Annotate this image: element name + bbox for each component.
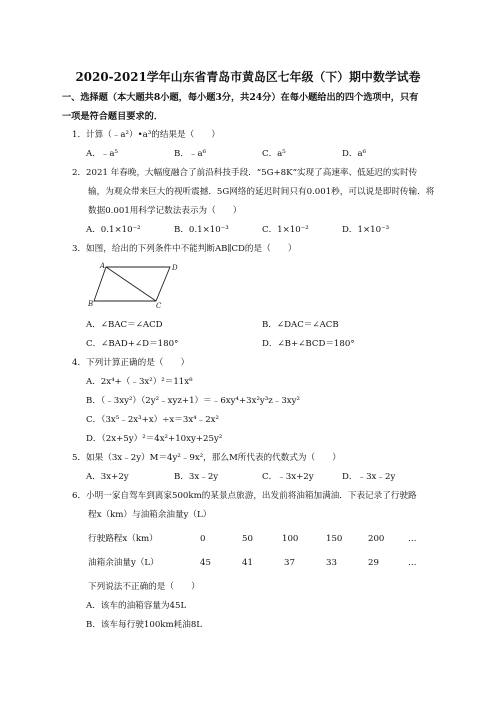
q6-row1-cell: 0 — [200, 534, 206, 544]
q3-label-b: B — [88, 300, 94, 308]
q3-option-b: B．∠DAC＝∠ACB — [262, 320, 339, 330]
q1-option-b: B．﹣a⁶ — [174, 149, 207, 159]
q6-row2-label: 油箱余油量y（L） — [88, 558, 159, 568]
q3-label-a: A — [100, 262, 106, 270]
q6-row1-cell: 50 — [242, 534, 253, 544]
q6-stem-line-2: 程x（km）与油箱余油量y（L） — [88, 510, 212, 520]
q2-option-d: D．1×10⁻³ — [342, 225, 390, 235]
q3-label-d: D — [172, 264, 178, 272]
q6-stem-line-1: 6．小明一家自驾车到离家500km的某景点旅游，出发前将油箱加满油．下表记录了行驶路 — [72, 491, 417, 501]
q2-option-c: C．1×10⁻² — [262, 225, 309, 235]
q4-stem: 4．下列计算正确的是（ ） — [72, 358, 190, 368]
q6-option-a: A．该车的油箱容量为45L — [86, 601, 187, 611]
q6-row2-cell: 33 — [326, 558, 337, 568]
q5-stem: 5．如果（3x﹣2y）M＝4y²﹣9x²，那么M所代表的代数式为（ ） — [72, 453, 341, 463]
q6-row1-cell: 100 — [282, 534, 299, 544]
q3-stem: 3．如图，给出的下列条件中不能判断AB∥CD的是（ ） — [72, 244, 297, 254]
q6-row2-cell: 45 — [200, 558, 211, 568]
q4-option-c: C．（3x⁵﹣2x³+x）÷x＝3x⁴﹣2x² — [86, 415, 219, 425]
q1-option-d: D．a⁶ — [342, 149, 367, 159]
q1-stem: 1．计算（﹣a²）•a³的结果是（ ） — [72, 130, 220, 140]
section-header-line-2: 一项是符合题目要求的． — [62, 111, 164, 122]
q2-stem-line-1: 2．2021 年春晚，大幅度融合了前沿科技手段．“5G+8K”实现了高速率、低延迟的实时传 — [72, 168, 418, 178]
q6-row2-cell: 41 — [242, 558, 253, 568]
q2-option-b: B．0.1×10⁻³ — [174, 225, 229, 235]
q5-option-d: D．﹣3x﹣2y — [342, 472, 396, 482]
q4-option-a: A．2x⁴+（﹣3x²）²＝11x⁸ — [86, 377, 193, 387]
q6-row1-cell: 200 — [368, 534, 385, 544]
exam-title: 2020-2021学年山东省青岛市黄岛区七年级（下）期中数学试卷 — [75, 70, 421, 84]
q5-option-b: B．3x﹣2y — [174, 472, 219, 482]
q6-row1-label: 行驶路程x（km） — [88, 534, 158, 544]
q5-option-c: C．﹣3x+2y — [262, 472, 314, 482]
q4-option-b: B．（﹣3xy²）（2y²﹣xyz+1）＝﹣6xy⁴+3x²y³z﹣3xy² — [86, 396, 300, 406]
q1-option-c: C．a⁵ — [262, 149, 286, 159]
q3-parallelogram-figure — [88, 262, 178, 308]
q6-option-b: B．该车每行驶100km耗油8L — [86, 620, 202, 630]
q3-label-c: C — [156, 302, 162, 308]
q6-row2-cell: … — [408, 558, 417, 568]
q3-option-d: D．∠B+∠BCD＝180° — [262, 339, 355, 349]
section-header-line-1: 一、选择题（本大题共8小题，每小题3分，共24分）在每小题给出的四个选项中，只有 — [62, 92, 419, 103]
q1-option-a: A．﹣a⁵ — [86, 149, 118, 159]
q2-stem-line-2: 输，为观众带来巨大的视听震撼．5G网络的延迟时间只有0.001秒，可以说是即时传输．将 — [88, 187, 435, 197]
q5-option-a: A．3x+2y — [86, 472, 129, 482]
q6-row1-cell: 150 — [326, 534, 343, 544]
q6-prompt: 下列说法不正确的是（ ） — [88, 582, 200, 592]
q6-row2-cell: 37 — [284, 558, 295, 568]
q2-stem-line-3: 数据0.001用科学记数法表示为（ ） — [88, 206, 242, 216]
q3-option-c: C．∠BAD+∠D＝180° — [86, 339, 179, 349]
q6-row1-cell: … — [408, 534, 417, 544]
q6-row2-cell: 29 — [368, 558, 379, 568]
q3-option-a: A．∠BAC＝∠ACD — [86, 320, 163, 330]
q4-option-d: D．（2x+5y）²＝4x²+10xy+25y² — [86, 434, 223, 444]
q2-option-a: A．0.1×10⁻² — [86, 225, 141, 235]
